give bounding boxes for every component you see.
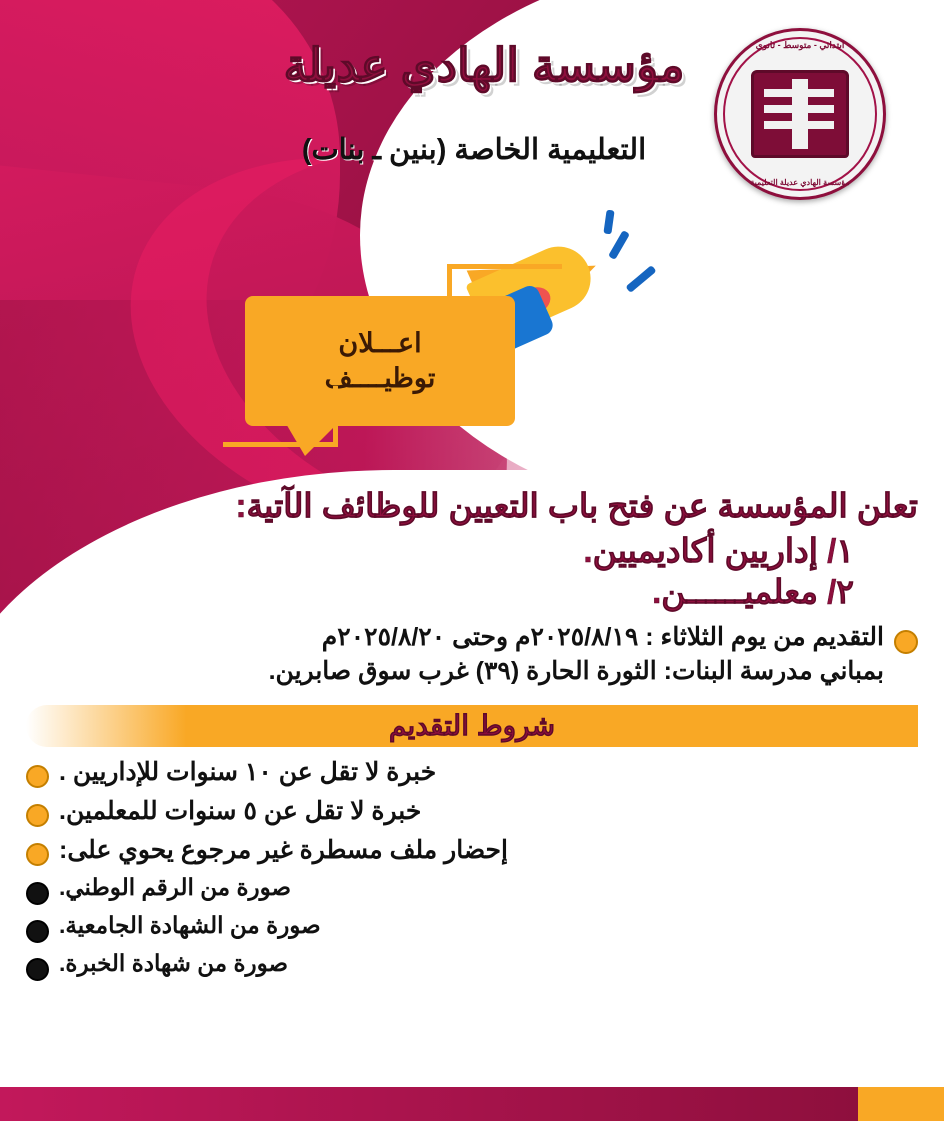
bullet-icon (26, 920, 49, 943)
bullet-icon (26, 882, 49, 905)
institution-name: مؤسسة الهادي عديلة (283, 39, 685, 91)
conditions-list (26, 757, 918, 867)
bottom-bar-accent (858, 1087, 944, 1121)
list-item (26, 912, 878, 943)
application-dates (26, 621, 918, 689)
school-crest-icon (751, 70, 849, 158)
conditions-banner (26, 705, 918, 747)
document-text-1: صورة من الرقم الوطني. (59, 874, 292, 901)
list-item (26, 796, 918, 827)
date-line-1: التقديم من يوم الثلاثاء : ٢٠٢٥/٨/١٩م وحتى ٢٠٢٥/٨/٢٠م (321, 623, 884, 651)
list-item (26, 757, 918, 788)
condition-text-3: إحضار ملف مسطرة غير مرجوع يحوي على: (59, 836, 508, 864)
conditions-title: شروط التقديم (388, 710, 556, 741)
bullet-icon (26, 765, 49, 788)
condition-text-1: خبرة لا تقل عن ١٠ سنوات للإداريين . (59, 757, 437, 786)
poster-body (0, 486, 944, 988)
lead-text: تعلن المؤسسة عن فتح باب التعيين للوظائف الآتية: (235, 487, 918, 524)
bottom-bar (0, 1087, 944, 1121)
decor-frame-bottom (223, 386, 338, 447)
job-item-2: ٢/ معلميــــــن. (652, 573, 854, 610)
job-item-1: ١/ إداريين أكاديميين. (583, 532, 854, 569)
list-item (26, 835, 918, 866)
bullet-icon (26, 958, 49, 981)
institution-subtitle: التعليمية الخاصة (بنين ـ بنات) (301, 134, 647, 166)
announcement-line-2: توظيــــف (324, 363, 436, 393)
condition-text-2: خبرة لا تقل عن ٥ سنوات للمعلمين. (59, 796, 422, 825)
document-text-3: صورة من شهادة الخبرة. (59, 950, 289, 977)
bullet-icon (26, 804, 49, 827)
list-item (26, 874, 878, 905)
bullet-icon (26, 843, 49, 866)
bullet-icon (894, 630, 918, 654)
announcement-graphic (324, 236, 755, 466)
date-line-2: بمباني مدرسة البنات: الثورة الحارة (٣٩) غرب سوق صابرين. (268, 656, 884, 685)
sound-ray-icon (625, 265, 656, 293)
document-text-2: صورة من الشهادة الجامعية. (59, 912, 321, 939)
bottom-bar-main (0, 1087, 858, 1121)
logo-top-label: ابتدائي - متوسط - ثانوي (755, 40, 845, 50)
announcement-line-1: اعـــلان (338, 328, 422, 358)
documents-list (26, 874, 878, 981)
logo-bottom-label: مؤسسة الهادي عديلة التعليمية (750, 178, 850, 187)
list-item (26, 950, 878, 981)
